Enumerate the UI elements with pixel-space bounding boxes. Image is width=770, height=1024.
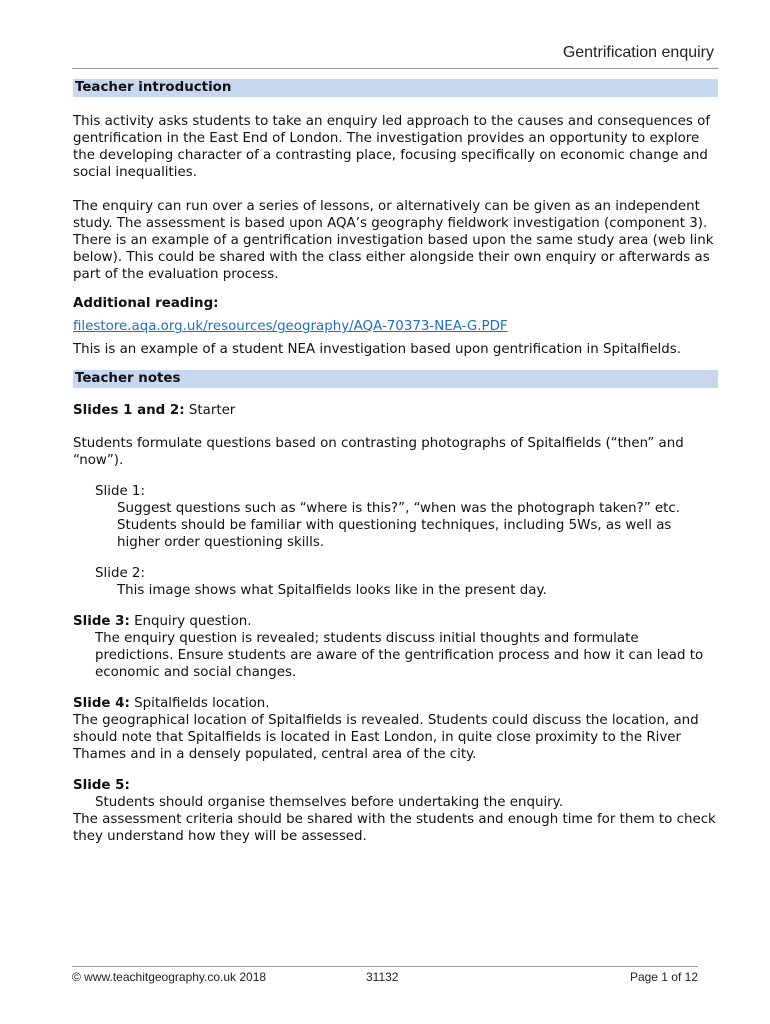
- document-body: [73, 79, 718, 845]
- page-header-title: Gentrification enquiry: [562, 44, 714, 61]
- footer-page-number: Page 1 of 12: [629, 970, 698, 984]
- slide-2-text: This image shows what Spitalfields looks like in the present day.: [117, 583, 547, 598]
- nea-link-paragraph: [73, 318, 718, 335]
- slide-4-heading: [73, 695, 718, 712]
- slide-4-text: The geographical location of Spitalfields is revealed. Students could discuss the location, and should note that Spitalfields is located in East London, in quite close proximity to the River Thames and in a densely populated, central area of the city.: [73, 713, 699, 762]
- nea-document-link[interactable]: filestore.aqa.org.uk/resources/geography/AQA-70373-NEA-G.PDF: [73, 319, 508, 334]
- intro-paragraph-1: This activity asks students to take an enquiry led approach to the causes and consequences of gentrification in the East End of London. The investigation provides an opportunity to explore the developing character of a contrasting place, focusing specifically on economic change and social inequalities.: [73, 114, 711, 180]
- slide-3-heading: [73, 613, 718, 630]
- slide-5-label: Slide 5:: [73, 778, 130, 793]
- slide-5-text-1: Students should organise themselves before undertaking the enquiry.: [95, 795, 563, 810]
- footer-resource-code: 31132: [366, 970, 399, 984]
- slide-2-label: Slide 2:: [95, 566, 145, 581]
- slides-1-2-title: Starter: [188, 403, 236, 418]
- page-footer: [72, 966, 698, 985]
- slides-1-2-label: Slides 1 and 2:: [73, 403, 185, 418]
- footer-copyright: © www.teachitgeography.co.uk 2018: [72, 970, 267, 984]
- slide-4-label: Slide 4:: [73, 696, 130, 711]
- slide-3-text: The enquiry question is revealed; students discuss initial thoughts and formulate predictions. Ensure students are aware of the gentrification process and how it can lead to economic and social changes.: [95, 631, 704, 680]
- slides-1-2-heading: [73, 402, 718, 419]
- slide-1-label: Slide 1:: [95, 484, 145, 499]
- slides-1-2-text: Students formulate questions based on contrasting photographs of Spitalfields (“then” and “now”).: [73, 436, 684, 468]
- intro-paragraph-2: The enquiry can run over a series of lessons, or alternatively can be given as an independent study. The assessment is based upon AQA’s geography fieldwork investigation (component 3). There is an example of a gentrification investigation based upon the same study area (web link below). This could be shared with the class either alongside their own enquiry or afterwards as part of the evaluation process.: [73, 199, 714, 282]
- slide-3-title: Enquiry question.: [134, 614, 252, 629]
- section-heading-teacher-introduction: Teacher introduction: [73, 79, 718, 97]
- additional-reading-description: This is an example of a student NEA investigation based upon gentrification in Spitalfields.: [73, 342, 682, 357]
- additional-reading-label: Additional reading:: [73, 296, 219, 311]
- section-heading-teacher-notes: Teacher notes: [73, 370, 718, 388]
- slide-4-title: Spitalfields location.: [134, 696, 270, 711]
- slide-5-text-2: The assessment criteria should be shared with the students and enough time for them to check they understand how they will be assessed.: [73, 812, 716, 844]
- slide-3-label: Slide 3:: [73, 614, 130, 629]
- slide-1-text: Suggest questions such as “where is this?”, “when was the photograph taken?” etc. Students should be familiar with questioning techniques, including 5Ws, as well as higher order questioning skills.: [117, 501, 681, 550]
- header-divider: [72, 68, 718, 69]
